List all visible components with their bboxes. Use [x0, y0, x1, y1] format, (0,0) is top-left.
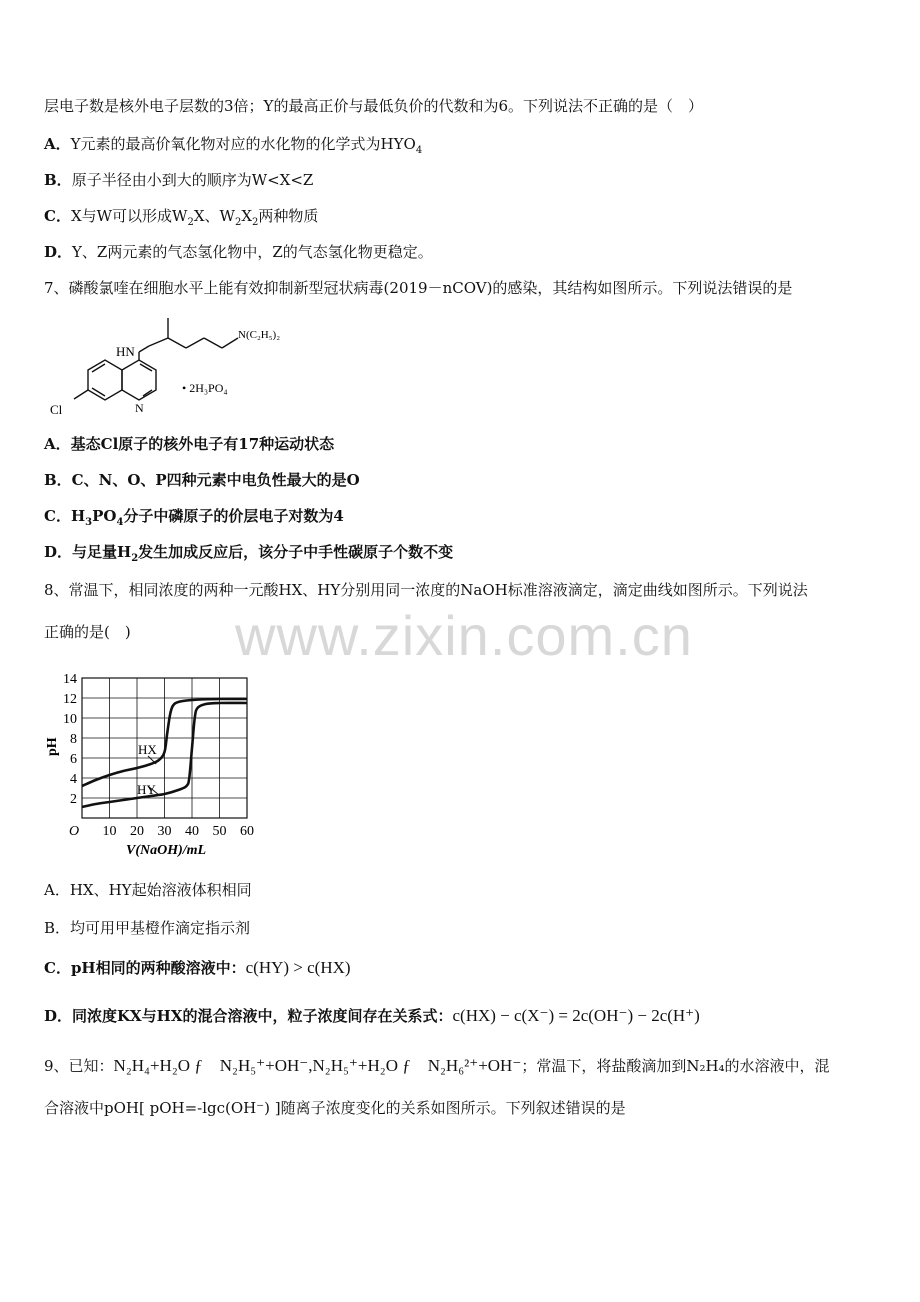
x-tick-label-5: 50	[212, 824, 227, 839]
q6-c-text3: X	[241, 207, 253, 225]
y-tick-label-5: 12	[63, 692, 77, 707]
q6-d-prefix: D．	[44, 243, 73, 261]
q8-c-math: c(HY) > c(HX)	[245, 958, 351, 977]
q6-a-sub: 4	[415, 145, 423, 156]
q6-b-text: 原子半径由小到大的顺序为W<X<Z	[71, 171, 314, 189]
x-tick-label-4: 40	[185, 824, 199, 839]
q7-c-sub1: 3	[85, 517, 93, 528]
q8-option-b: B．均可用甲基橙作滴定指示剂	[44, 919, 251, 937]
y-tick-label-2: 6	[70, 752, 77, 767]
structure-hn-label: HN	[116, 344, 135, 359]
q8-stem-line1: 8、常温下，相同浓度的两种一元酸HX、HY分别用同一浓度的NaOH标准溶液滴定，滴定曲线如图所示。下列说法	[44, 581, 808, 599]
x-tick-label-0: O	[68, 824, 80, 839]
x-tick-label-1: 10	[102, 824, 117, 839]
q8-d-text: D．同浓度KX与HX的混合溶液中，粒子浓度间存在关系式：	[44, 1007, 453, 1025]
chart-ylabel: pH	[45, 737, 60, 756]
q7-c-sub2: 4	[116, 517, 124, 528]
q9-stem-pre: 9、已知：	[44, 1057, 114, 1075]
x-tick-label-2: 20	[130, 824, 144, 839]
structure-salt-label: • 2H₃PO₄	[182, 381, 228, 395]
y-tick-label-1: 4	[70, 772, 77, 787]
q8-d-math: c(HX) − c(X⁻) = 2c(OH⁻) − 2c(H⁺)	[452, 1006, 700, 1025]
watermark: www.zixin.com.cn	[235, 604, 693, 667]
q7-option-c	[44, 506, 344, 526]
q7-c-pre: C．H	[44, 507, 86, 525]
q7-stem: 7、磷酸氯喹在细胞水平上能有效抑制新型冠状病毒(2019－nCOV)的感染，其结构如图所示。下列说法错误的是	[44, 279, 793, 297]
q8-c-text: C．pH相同的两种酸溶液中：	[44, 959, 246, 977]
q7-d-sub: 2	[131, 553, 139, 564]
q8-option-a: A．HX、HY起始溶液体积相同	[44, 881, 252, 899]
chart-xlabel: V(NaOH)/mL	[126, 843, 207, 858]
q9-stem-line2: 合溶液中pOH[ pOH=-lgc(OH⁻) ]随离子浓度变化的关系如图所示。下列叙述错误的是	[44, 1099, 626, 1117]
y-tick-label-3: 8	[70, 732, 77, 747]
q8-option-c	[44, 958, 351, 978]
structure-cl-label: Cl	[50, 402, 63, 417]
q9-stem-line1	[44, 1056, 830, 1076]
structure-amine-label: N(C₂H₅)₂	[238, 329, 281, 341]
q6-a-text: Y元素的最高价氧化物对应的水化物的化学式为HYO	[70, 135, 416, 153]
series-label-hy: HY	[137, 782, 156, 797]
q6-c-text1: X与W可以形成W	[70, 207, 188, 225]
q6-c-prefix: C．	[44, 207, 71, 225]
q6-b-prefix: B．	[44, 171, 72, 189]
series-label-hx: HX	[138, 742, 157, 757]
x-tick-label-6: 60	[240, 824, 254, 839]
q9-equilibria: N₂H₄+H₂O ƒ N₂H₅⁺+OH⁻,N₂H₅⁺+H₂O ƒ N₂H₆²⁺+OH⁻	[113, 1056, 522, 1075]
q6-c-sub1: 2	[187, 217, 194, 228]
q6-c-text2: X、W	[193, 207, 235, 225]
q7-c-post: 分子中磷原子的价层电子对数为4	[123, 507, 344, 525]
q6-option-c	[44, 206, 318, 226]
q9-stem-mid: ；常温下，将盐酸滴加到N₂H₄的水溶液中，混	[521, 1057, 830, 1075]
q7-d-pre: D．与足量H	[44, 543, 132, 561]
q7-option-b: B．C、N、O、P四种元素中电负性最大的是O	[44, 471, 360, 489]
q6-option-b	[44, 170, 313, 190]
q6-a-prefix: A．	[44, 135, 71, 153]
q7-option-d	[44, 542, 453, 562]
q6-option-d	[44, 242, 433, 262]
q6-c-sub3: 2	[252, 217, 259, 228]
y-tick-label-0: 2	[70, 792, 77, 807]
q7-d-post: 发生加成反应后，该分子中手性碳原子个数不变	[138, 543, 454, 561]
q7-option-a: A．基态Cl原子的核外电子有17种运动状态	[44, 435, 335, 453]
x-tick-label-3: 30	[157, 824, 172, 839]
chloroquine-phosphate-structure	[40, 308, 300, 420]
q6-c-sub2: 2	[234, 217, 242, 228]
q8-stem-line2: 正确的是( )	[44, 623, 131, 641]
q6-c-text4: 两种物质	[258, 207, 319, 225]
structure-n-label: N	[135, 401, 144, 415]
line-continuation: 层电子数是核外电子层数的3倍；Y的最高正价与最低负价的代数和为6。下列说法不正确的是（ ）	[44, 97, 703, 115]
q6-option-a	[44, 134, 422, 154]
q6-d-text: Y、Z两元素的气态氢化物中，Z的气态氢化物更稳定。	[72, 243, 433, 261]
y-tick-label-6: 14	[63, 672, 77, 687]
titration-chart	[40, 660, 270, 860]
q7-c-mid: PO	[92, 507, 117, 525]
y-tick-label-4: 10	[63, 712, 77, 727]
q8-option-d	[44, 1006, 700, 1026]
